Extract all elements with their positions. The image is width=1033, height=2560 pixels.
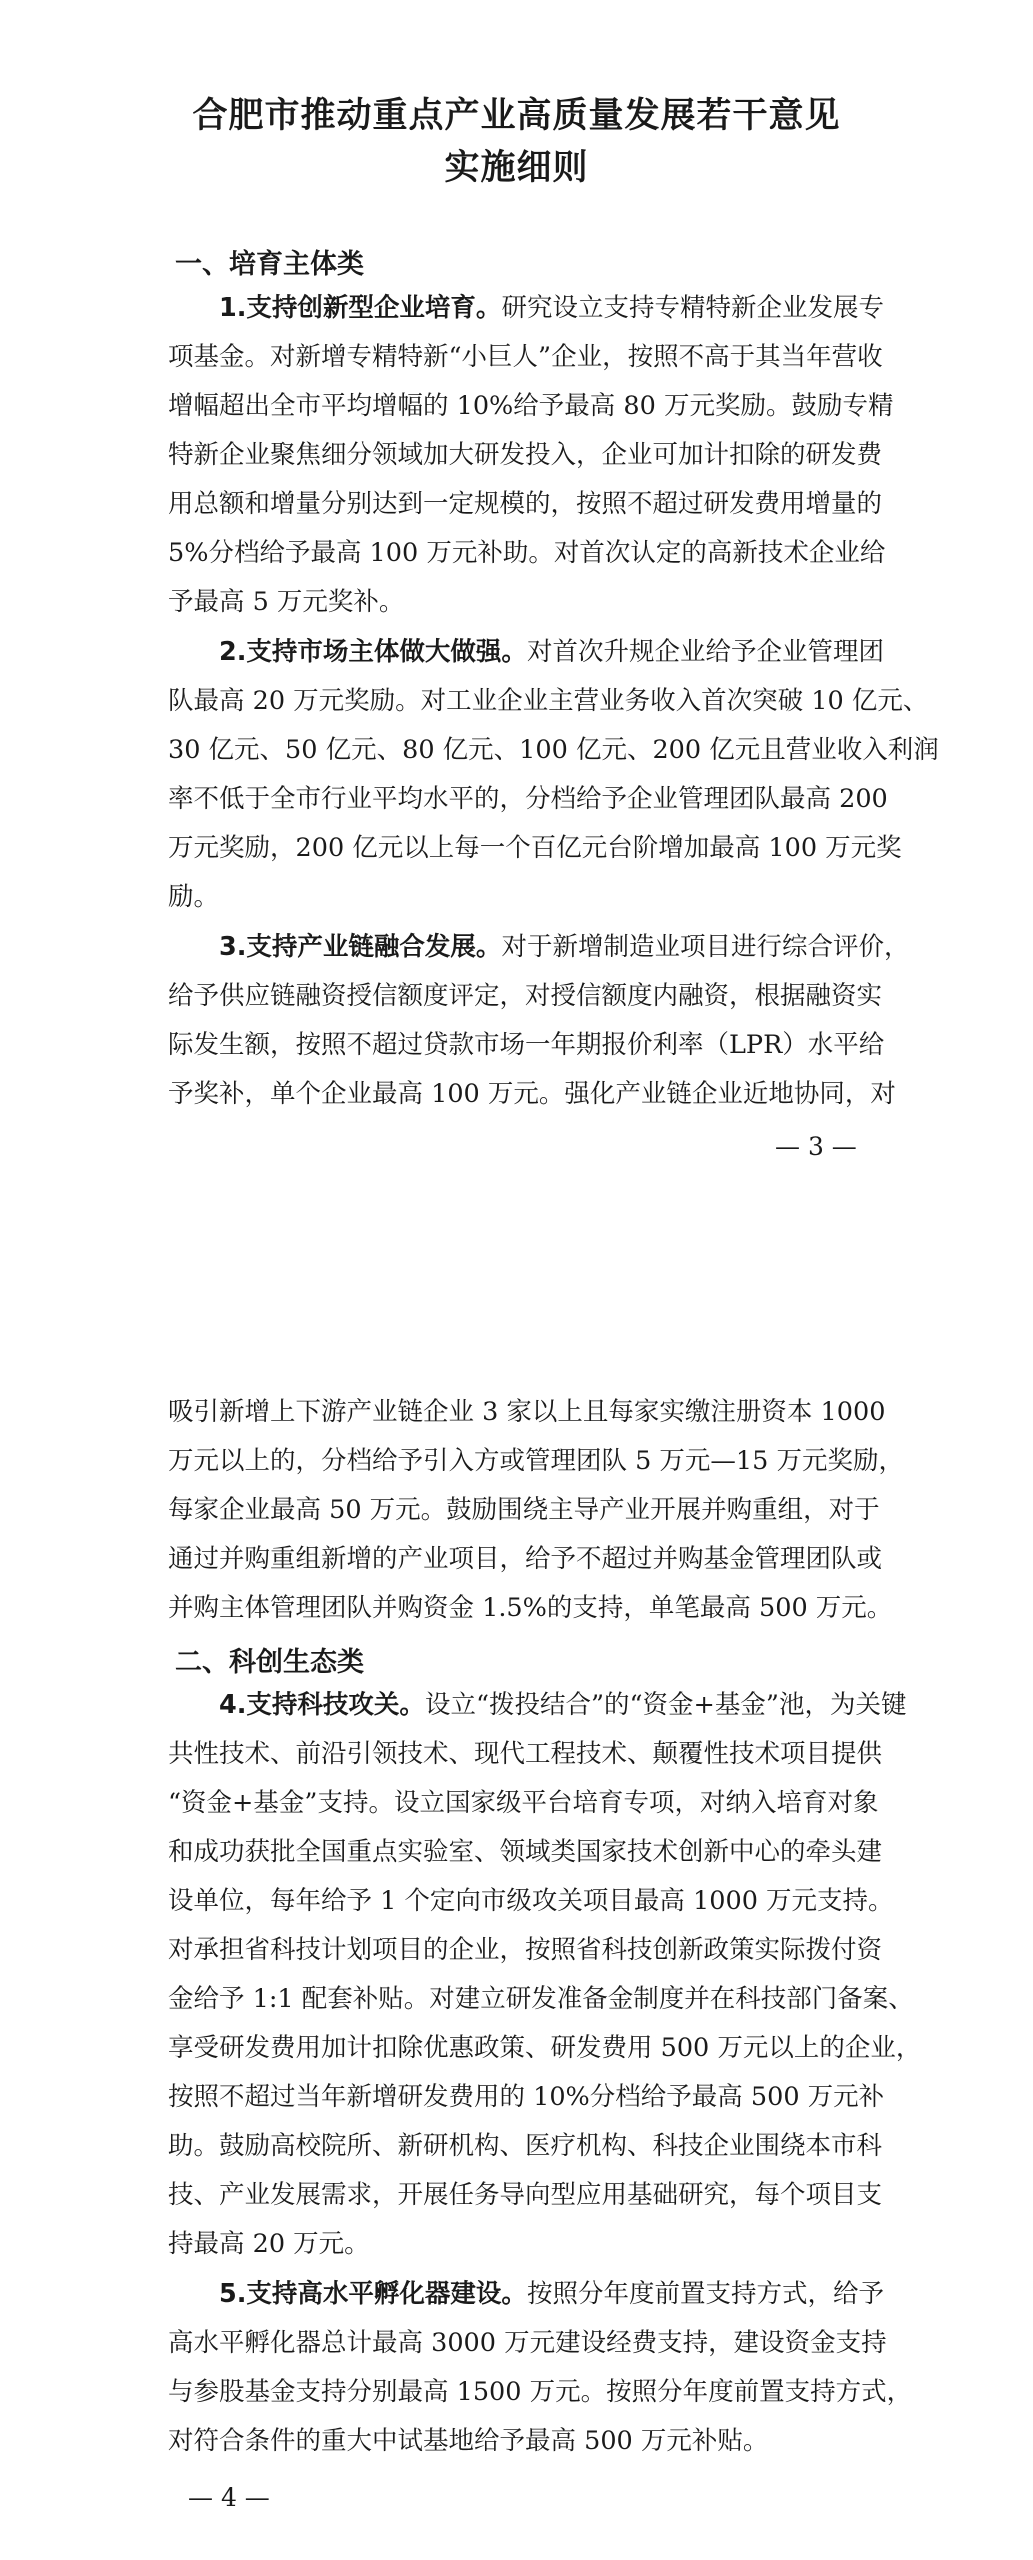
continued-paragraph-line: 每家企业最高 50 万元。鼓励围绕主导产业开展并购重组，对于 — [168, 1495, 880, 1525]
paragraph-3-line: 予奖补，单个企业最高 100 万元。强化产业链企业近地协同，对 — [168, 1079, 896, 1109]
paragraph-3-line: 3.支持产业链融合发展。对于新增制造业项目进行综合评价， — [219, 932, 910, 962]
paragraph-5-line: 与参股基金支持分别最高 1500 万元。按照分年度前置支持方式， — [168, 2377, 913, 2407]
paragraph-4-lead: 4.支持科技攻关。 — [219, 1690, 425, 1720]
paragraph-5-line: 对符合条件的重大中试基地给予最高 500 万元补贴。 — [168, 2426, 769, 2456]
paragraph-2-line: 队最高 20 万元奖励。对工业企业主营业务收入首次突破 10 亿元、 — [168, 686, 929, 716]
paragraph-1-line: 特新企业聚焦细分领域加大研发投入，企业可加计扣除的研发费 — [168, 440, 883, 470]
paragraph-4-line: “资金+基金”支持。设立国家级平台培育专项，对纳入培育对象 — [168, 1788, 879, 1818]
paragraph-5-lead: 5.支持高水平孵化器建设。 — [219, 2279, 527, 2309]
paragraph-4-line: 享受研发费用加计扣除优惠政策、研发费用 500 万元以上的企业， — [168, 2033, 922, 2063]
continued-paragraph-line: 吸引新增上下游产业链企业 3 家以上且每家实缴注册资本 1000 — [168, 1397, 886, 1427]
paragraph-4-line: 金给予 1:1 配套补贴。对建立研发准备金制度并在科技部门备案、 — [168, 1984, 914, 2014]
paragraph-1-line: 1.支持创新型企业培育。研究设立支持专精特新企业发展专 — [219, 293, 884, 323]
paragraph-1-line: 予最高 5 万元奖补。 — [168, 587, 405, 617]
paragraph-5-line: 5.支持高水平孵化器建设。按照分年度前置支持方式，给予 — [219, 2279, 884, 2309]
continued-paragraph-line: 并购主体管理团队并购资金 1.5%的支持，单笔最高 500 万元。 — [168, 1593, 893, 1623]
paragraph-3-line: 际发生额，按照不超过贷款市场一年期报价利率（LPR）水平给 — [168, 1030, 885, 1060]
document-title-line-2: 实施细则 — [444, 148, 589, 188]
paragraph-2-line: 万元奖励，200 亿元以上每一个百亿元台阶增加最高 100 万元奖 — [168, 833, 902, 863]
paragraph-4-line: 助。鼓励高校院所、新研机构、医疗机构、科技企业围绕本市科 — [168, 2131, 883, 2161]
paragraph-2-line: 励。 — [168, 882, 220, 912]
continued-paragraph-line: 通过并购重组新增的产业项目，给予不超过并购基金管理团队或 — [168, 1544, 883, 1574]
paragraph-1-lead: 1.支持创新型企业培育。 — [219, 293, 502, 323]
page-number: — 4 — — [188, 2483, 270, 2512]
paragraph-2-line: 率不低于全市行业平均水平的，分档给予企业管理团队最高 200 — [168, 784, 888, 814]
continued-paragraph-line: 万元以上的，分档给予引入方或管理团队 5 万元—15 万元奖励， — [168, 1446, 904, 1476]
paragraph-1-line: 增幅超出全市平均增幅的 10%给予最高 80 万元奖励。鼓励专精 — [168, 391, 894, 421]
paragraph-4-line: 设单位，每年给予 1 个定向市级攻关项目最高 1000 万元支持。 — [168, 1886, 894, 1916]
paragraph-5-line: 高水平孵化器总计最高 3000 万元建设经费支持，建设资金支持 — [168, 2328, 887, 2358]
paragraph-2-line: 30 亿元、50 亿元、80 亿元、100 亿元、200 亿元且营业收入利润 — [168, 735, 939, 765]
section-heading-2: 二、科创生态类 — [175, 1647, 364, 1678]
paragraph-2-line: 2.支持市场主体做大做强。对首次升规企业给予企业管理团 — [219, 637, 884, 667]
document-title-line-1: 合肥市推动重点产业高质量发展若干意见 — [192, 96, 841, 136]
paragraph-3-line: 给予供应链融资授信额度评定，对授信额度内融资，根据融资实 — [168, 981, 883, 1011]
paragraph-4-line: 持最高 20 万元。 — [168, 2229, 370, 2259]
paragraph-1-line: 用总额和增量分别达到一定规模的，按照不超过研发费用增量的 — [168, 489, 883, 519]
page-number: — 3 — — [775, 1132, 857, 1161]
paragraph-2-lead: 2.支持市场主体做大做强。 — [219, 637, 527, 667]
section-heading-1: 一、培育主体类 — [175, 249, 364, 280]
paragraph-1-line: 项基金。对新增专精特新“小巨人”企业，按照不高于其当年营收 — [168, 342, 883, 372]
paragraph-4-line: 共性技术、前沿引领技术、现代工程技术、颠覆性技术项目提供 — [168, 1739, 883, 1769]
paragraph-3-lead: 3.支持产业链融合发展。 — [219, 932, 502, 962]
paragraph-4-line: 和成功获批全国重点实验室、领域类国家技术创新中心的牵头建 — [168, 1837, 883, 1867]
paragraph-4-line: 按照不超过当年新增研发费用的 10%分档给予最高 500 万元补 — [168, 2082, 885, 2112]
paragraph-4-line: 对承担省科技计划项目的企业，按照省科技创新政策实际拨付资 — [168, 1935, 883, 1965]
paragraph-4-line: 4.支持科技攻关。设立“拨投结合”的“资金+基金”池，为关键 — [219, 1690, 907, 1720]
paragraph-4-line: 技、产业发展需求，开展任务导向型应用基础研究，每个项目支 — [168, 2180, 883, 2210]
paragraph-1-line: 5%分档给予最高 100 万元补助。对首次认定的高新技术企业给 — [168, 538, 886, 568]
